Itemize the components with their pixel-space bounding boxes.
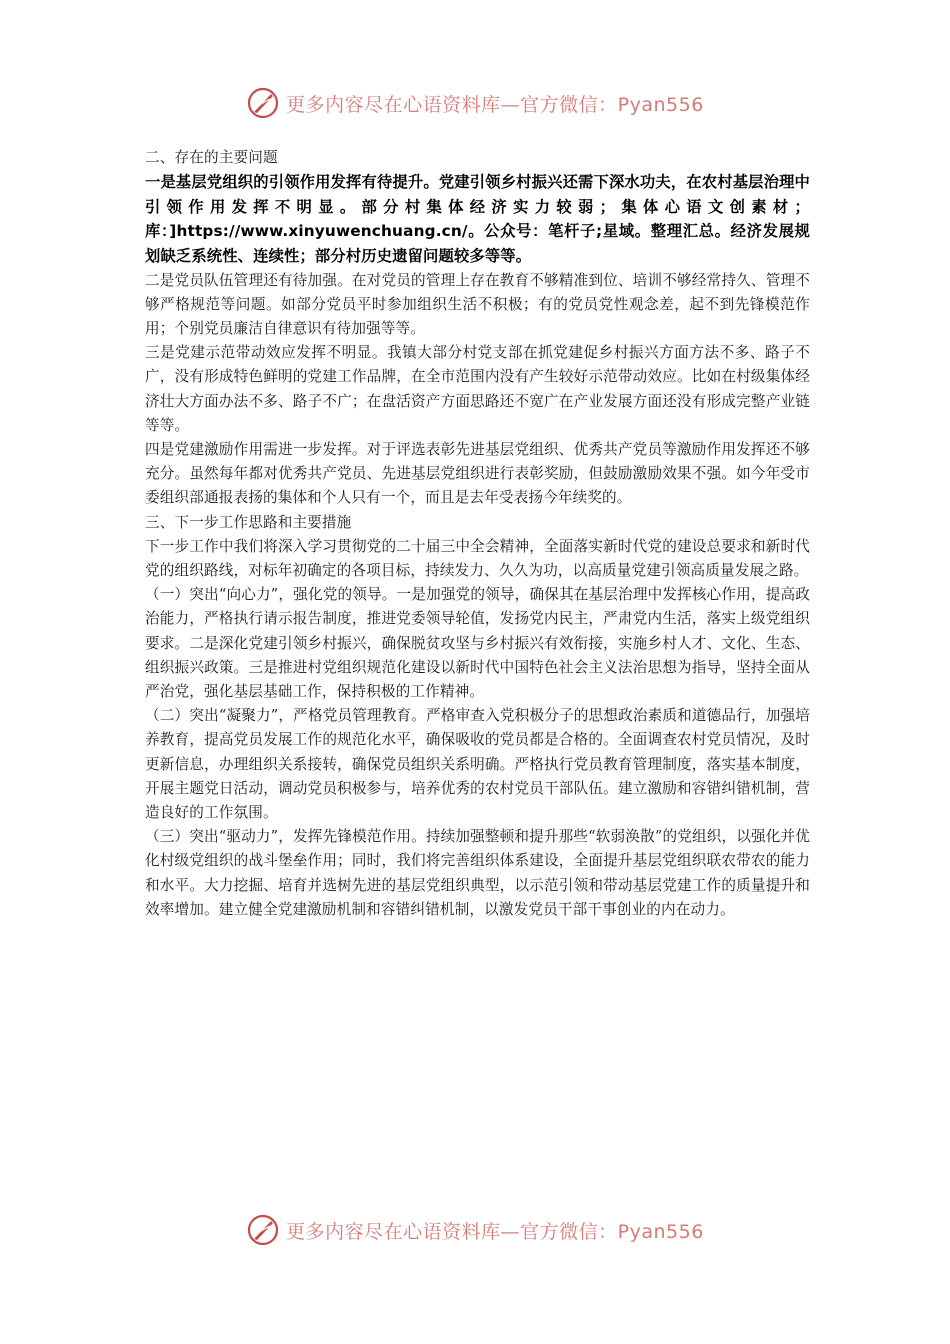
paragraph-measure-3: （三）突出“驱动力”，发挥先锋模范作用。持续加强整顿和提升那些“软弱涣散”的党组织，以强化并优化村级党组织的战斗堡垒作用；同时，我们将完善组织体系建设，全面提升基层党组织联农带农的能力和水平。大力挖掘、培育并选树先进的基层党组织典型，以示范引领和带动基层党建工作的质量提升和效率增加。建立健全党建激励机制和容错纠错机制，以激发党员干部干事创业的内在动力。 — [145, 828, 810, 918]
document-body — [145, 146, 810, 922]
watermark-text: 更多内容尽在心语资料库—官方微信：Pyan556 — [286, 93, 704, 116]
watermark-handle: Pyan556 — [617, 1220, 704, 1243]
paragraph-issue-3: 三是党建示范带动效应发挥不明显。我镇大部分村党支部在抓党建促乡村振兴方面方法不多、路子不广，没有形成特色鲜明的党建工作品牌，在全市范围内没有产生较好示范带动效应。比如在村级集体经济壮大方面办法不多、路子不广；在盘活资产方面思路还不宽广在产业发展方面还没有形成完整产业链等等。 — [145, 344, 810, 434]
watermark-handle: Pyan556 — [617, 93, 704, 116]
paragraph-issue-2: 二是党员队伍管理还有待加强。在对党员的管理上存在教育不够精准到位、培训不够经常持久、管理不够严格规范等问题。如部分党员平时参加组织生活不积极；有的党员党性观念差，起不到先锋模范作用；个别党员廉洁自律意识有待加强等等。 — [145, 271, 810, 337]
paragraph-issue-1: 一是基层党组织的引领作用发挥有待提升。党建引领乡村振兴还需下深水功夫，在农村基层治理中引领作用发挥不明显。部分村集体经济实力较弱；集体心语文创素材；库：]https://www.xinyuwenchuang.cn/。公众号：笔杆子;星域。整理汇总。经济发展规划缺乏系统性、连续性；部分村历史遗留问题较多等等。 — [145, 173, 810, 265]
footer-watermark — [0, 1210, 950, 1250]
paragraph-next-steps-intro: 下一步工作中我们将深入学习贯彻党的二十届三中全会精神，全面落实新时代党的建设总要求和新时代党的组织路线，对标年初确定的各项目标，持续发力、久久为功，以高质量党建引领高质量发展之路。 — [145, 537, 810, 580]
paragraph-measure-1: （一）突出“向心力”，强化党的领导。一是加强党的领导，确保其在基层治理中发挥核心作用，提高政治能力，严格执行请示报告制度，推进党委领导轮值，发扬党内民主，严肃党内生活，落实上级党组织要求。二是深化党建引领乡村振兴，确保脱贫攻坚与乡村振兴有效衔接，实施乡村人才、文化、生态、组织振兴政策。三是推进村党组织规范化建设以新时代中国特色社会主义法治思想为指导，坚持全面从严治党，强化基层基础工作，保持积极的工作精神。 — [145, 586, 810, 701]
section-heading-issues: 二、存在的主要问题 — [145, 149, 278, 166]
watermark-text: 更多内容尽在心语资料库—官方微信：Pyan556 — [286, 1220, 704, 1243]
quill-logo-icon — [246, 86, 280, 120]
section-heading-next-steps: 三、下一步工作思路和主要措施 — [145, 513, 352, 531]
paragraph-issue-4: 四是党建激励作用需进一步发挥。对于评选表彰先进基层党组织、优秀共产党员等激励作用发挥还不够充分。虽然每年都对优秀共产党员、先进基层党组织进行表彰奖励，但鼓励激励效果不强。如今年受市委组织部通报表扬的集体和个人只有一个，而且是去年受表扬今年续奖的。 — [145, 441, 810, 507]
paragraph-measure-2: （二）突出“凝聚力”，严格党员管理教育。严格审查入党积极分子的思想政治素质和道德品行，加强培养教育，提高党员发展工作的规范化水平，确保吸收的党员都是合格的。全面调查农村党员情况，及时更新信息，办理组织关系接转，确保党员组织关系明确。严格执行党员教育管理制度，落实基本制度，开展主题党日活动，调动党员积极参与，培养优秀的农村党员干部队伍。建立激励和容错纠错机制，营造良好的工作氛围。 — [145, 707, 810, 822]
quill-logo-icon — [246, 1213, 280, 1247]
header-watermark — [0, 83, 950, 123]
